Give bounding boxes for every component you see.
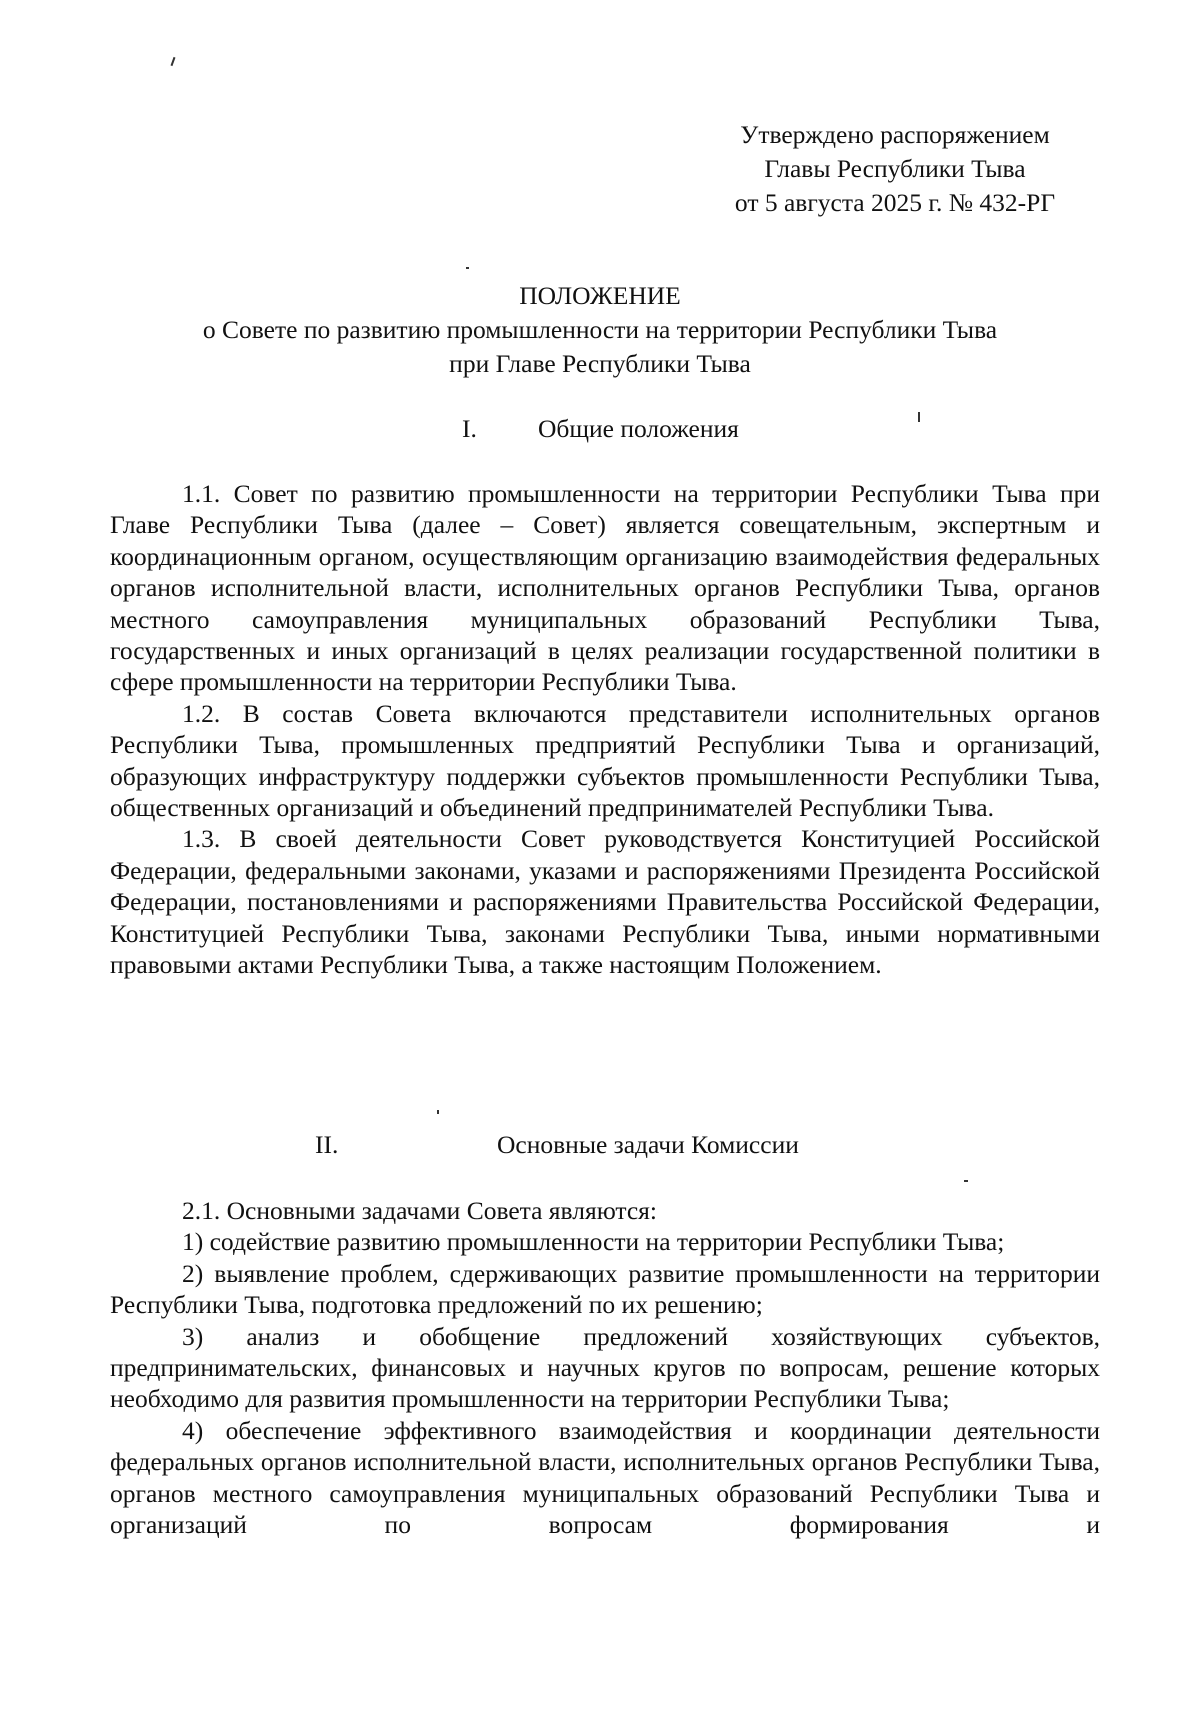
document-subtitle-line-2: при Главе Республики Тыва	[449, 349, 751, 378]
task-item-3: 3) анализ и обобщение предложений хозяйствующих субъектов, предпринимательских, финансовых и научных кругов по вопросам, решение которых необходимо для развития промышленности на территории Республики Тыва;	[110, 1321, 1100, 1414]
section-2-heading	[110, 1128, 1090, 1162]
section-2-number: II.	[315, 1130, 339, 1159]
approval-block	[715, 118, 1075, 220]
approval-line-2: Главы Республики Тыва	[764, 154, 1026, 183]
approval-line-1: Утверждено распоряжением	[740, 120, 1050, 149]
section-1-title: Общие положения	[538, 414, 739, 443]
document-subtitle-line-1: о Совете по развитию промышленности на территории Республики Тыва	[202, 315, 998, 344]
paragraph-2-1: 2.1. Основными задачами Совета являются:	[182, 1196, 657, 1225]
task-item-4: 4) обеспечение эффективного взаимодействия и координации деятельности федеральных органов исполнительной власти, исполнительных органов Республики Тыва, органов местного самоуправления муниципальных образований Республики Тыва и организаций по вопросам формирования и	[110, 1415, 1100, 1540]
scan-mark	[171, 57, 176, 66]
task-item-1: 1) содействие развитию промышленности на территории Республики Тыва;	[182, 1227, 1005, 1257]
document-title: ПОЛОЖЕНИЕ	[519, 281, 681, 310]
scan-mark	[466, 267, 469, 269]
task-item-2: 2) выявление проблем, сдерживающих развитие промышленности на территории Республики Тыва, подготовка предложений по их решению;	[110, 1258, 1100, 1320]
section-1-number: I.	[462, 414, 477, 443]
paragraph-1-3: 1.3. В своей деятельности Совет руководствуется Конституцией Российской Федерации, федеральными законами, указами и распоряжениями Президента Российской Федерации, постановлениями и распоряжениями Правительства Российской Федерации, Конституцией Республики Тыва, законами Республики Тыва, иными нормативными правовыми актами Республики Тыва, а также настоящим Положением.	[110, 824, 1100, 980]
section-1-body	[110, 478, 1100, 981]
approval-line-3: от 5 августа 2025 г. № 432-РГ	[734, 188, 1056, 217]
section-2-body	[110, 1195, 1100, 1540]
document-title-block	[110, 279, 1090, 381]
paragraph-1-2: 1.2. В состав Совета включаются представители исполнительных органов Республики Тыва, промышленных предприятий Республики Тыва и организаций, образующих инфраструктуру поддержки субъектов промышленности Республики Тыва, общественных организаций и объединений предпринимателей Республики Тыва.	[110, 698, 1100, 823]
scan-mark	[437, 1110, 439, 1114]
paragraph-1-1: 1.1. Совет по развитию промышленности на территории Республики Тыва при Главе Республики Тыва (далее – Совет) является совещательным, экспертным и координационным органом, осуществляющим организацию взаимодействия федеральных органов исполнительной власти, исполнительных органов Республики Тыва, органов местного самоуправления муниципальных образований Республики Тыва, государственных и иных организаций в целях реализации государственной политики в сфере промышленности на территории Республики Тыва.	[110, 479, 1100, 697]
section-2-title: Основные задачи Комиссии	[497, 1130, 799, 1159]
scan-mark	[964, 1180, 968, 1182]
section-1-heading	[110, 412, 1090, 446]
